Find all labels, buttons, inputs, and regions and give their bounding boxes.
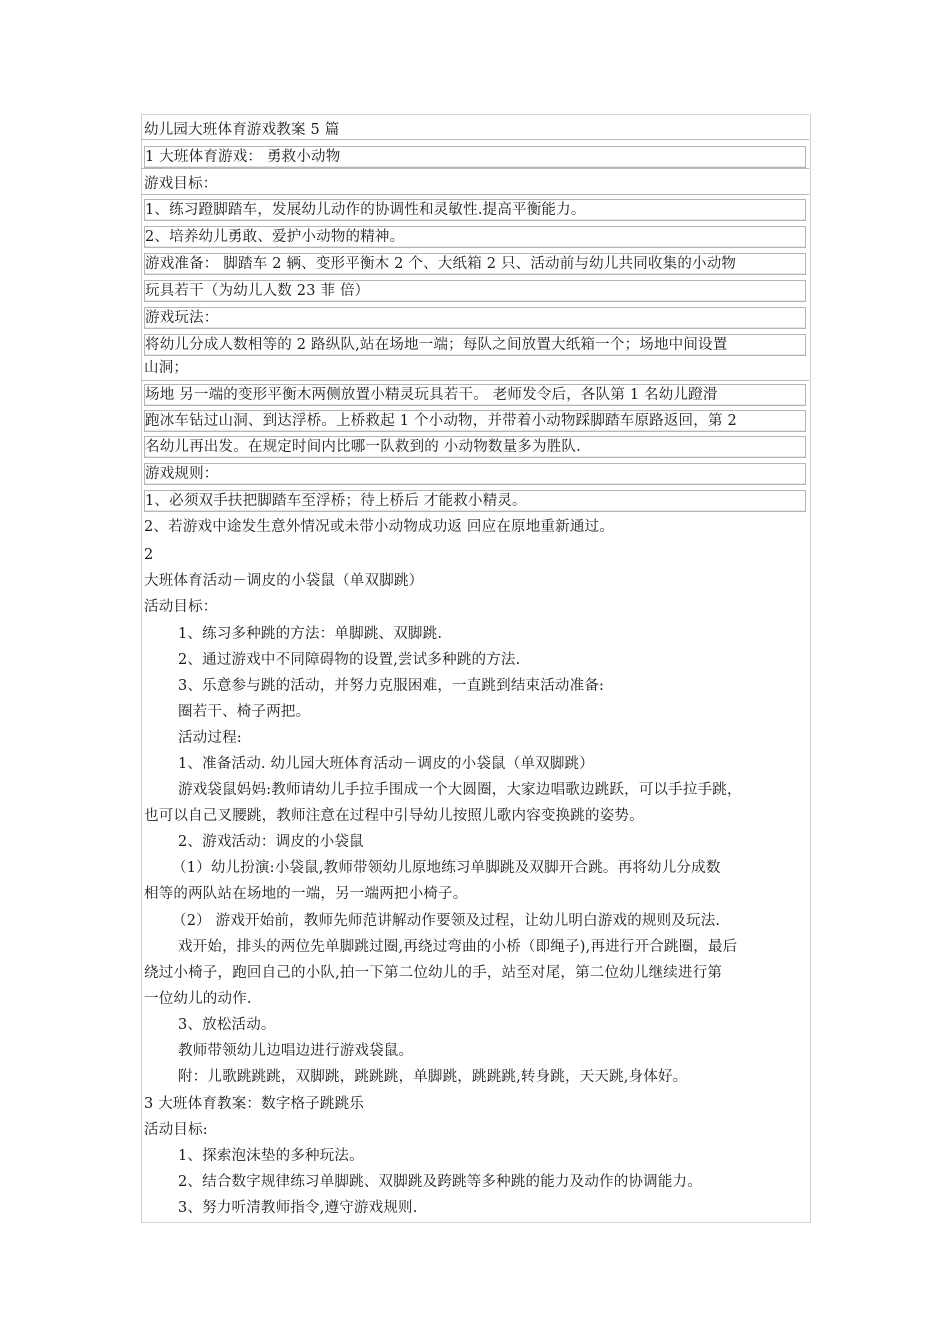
- text-line: 3、努力听清教师指令,遵守游戏规则.: [178, 1200, 418, 1216]
- text-line: 1、必须双手扶把脚踏车至浮桥；待上桥后 才能救小精灵。: [144, 490, 806, 512]
- text-line: （2） 游戏开始前，教师先师范讲解动作要领及过程，让幼儿明白游戏的规则及玩法.: [172, 913, 721, 929]
- table-cell: [141, 170, 809, 195]
- text-line: 将幼儿分成人数相等的 2 路纵队,站在场地一端；每队之间放置大纸箱一个；场地中间设置: [144, 334, 806, 356]
- text-line: 教师带领幼儿边唱边进行游戏袋鼠。: [178, 1043, 414, 1059]
- text-line: 2、结合数字规律练习单脚跳、双脚跳及跨跳等多种跳的能力及动作的协调能力。: [178, 1174, 702, 1190]
- text-line: 1 大班体育游戏： 勇救小动物: [144, 146, 806, 168]
- table-cell: [141, 354, 809, 381]
- text-line: 1、练习多种跳的方法：单脚跳、双脚跳.: [178, 626, 443, 642]
- section-heading: 大班体育活动－调皮的小袋鼠（单双脚跳）: [144, 573, 424, 589]
- text-line: 跑冰车钻过山洞、到达浮桥。上桥救起 1 个小动物，并带着小动物踩脚踏车原路返回，第 2: [144, 410, 806, 432]
- text-line: 游戏袋鼠妈妈:教师请幼儿手拉手围成一个大圆圈，大家边唱歌边跳跃，可以手拉手跳，: [178, 782, 742, 798]
- text-line: 圈若干、椅子两把。: [178, 704, 311, 720]
- section-heading: 3 大班体育教案：数字格子跳跳乐: [144, 1096, 365, 1112]
- section-number: 2: [144, 547, 154, 563]
- text-line: 山洞；: [144, 360, 189, 376]
- text-line: 游戏目标：: [144, 176, 218, 192]
- text-line: 附：儿歌跳跳跳，双脚跳，跳跳跳，单脚跳，跳跳跳,转身跳，天天跳,身体好。: [178, 1069, 688, 1085]
- text-line: 2、培养幼儿勇敢、爱护小动物的精神。: [144, 226, 806, 248]
- text-line: 游戏玩法：: [144, 307, 806, 329]
- text-line: 游戏准备： 脚踏车 2 辆、变形平衡木 2 个、大纸箱 2 只、活动前与幼儿共同收集的小动物: [144, 253, 806, 275]
- text-line: 活动目标：: [144, 599, 218, 615]
- text-line: 2、通过游戏中不同障碍物的设置,尝试多种跳的方法.: [178, 652, 521, 668]
- text-line: 1、探索泡沫垫的多种玩法。: [178, 1148, 364, 1164]
- text-line: 场地 另一端的变形平衡木两侧放置小精灵玩具若干。 老师发令后，各队第 1 名幼儿蹬滑: [144, 384, 806, 406]
- text-line: 2、游戏活动：调皮的小袋鼠: [178, 834, 364, 850]
- text-line: （1）幼儿扮演:小袋鼠,教师带领幼儿原地练习单脚跳及双脚开合跳。再将幼儿分成数: [172, 860, 721, 876]
- text-line: 戏开始，排头的两位先单脚跳过圈,再绕过弯曲的小桥（即绳子),再进行开合跳圈，最后: [178, 939, 738, 955]
- text-line: 3、乐意参与跳的活动，并努力克服困难，一直跳到结束活动准备:: [178, 678, 605, 694]
- text-line: 一位幼儿的动作.: [144, 991, 252, 1007]
- text-line: 3、放松活动。: [178, 1017, 276, 1033]
- text-line: 游戏规则：: [144, 463, 806, 485]
- text-line: 2、若游戏中途发生意外情况或未带小动物成功返 回应在原地重新通过。: [144, 519, 614, 535]
- text-line: 活动过程:: [178, 730, 242, 746]
- text-line: 也可以自己叉腰跳，教师注意在过程中引导幼儿按照儿歌内容变换跳的姿势。: [144, 808, 644, 824]
- text-line: 名幼儿再出发。在规定时间内比哪一队救到的 小动物数量多为胜队.: [144, 436, 806, 458]
- text-line: 1、准备活动. 幼儿园大班体育活动－调皮的小袋鼠（单双脚跳）: [178, 756, 594, 772]
- text-line: 相等的两队站在场地的一端，另一端两把小椅子。: [144, 886, 468, 902]
- text-line: 1、练习蹬脚踏车，发展幼儿动作的协调性和灵敏性.提高平衡能力。: [144, 199, 806, 221]
- text-line: 玩具若干（为幼儿人数 23 菲 倍）: [144, 280, 806, 302]
- text-line: 活动目标:: [144, 1122, 208, 1138]
- text-line: 绕过小椅子，跑回自己的小队,拍一下第二位幼儿的手，站至对尾，第二位幼儿继续进行第: [144, 965, 723, 981]
- document-title: 幼儿园大班体育游戏教案 5 篇: [144, 122, 340, 138]
